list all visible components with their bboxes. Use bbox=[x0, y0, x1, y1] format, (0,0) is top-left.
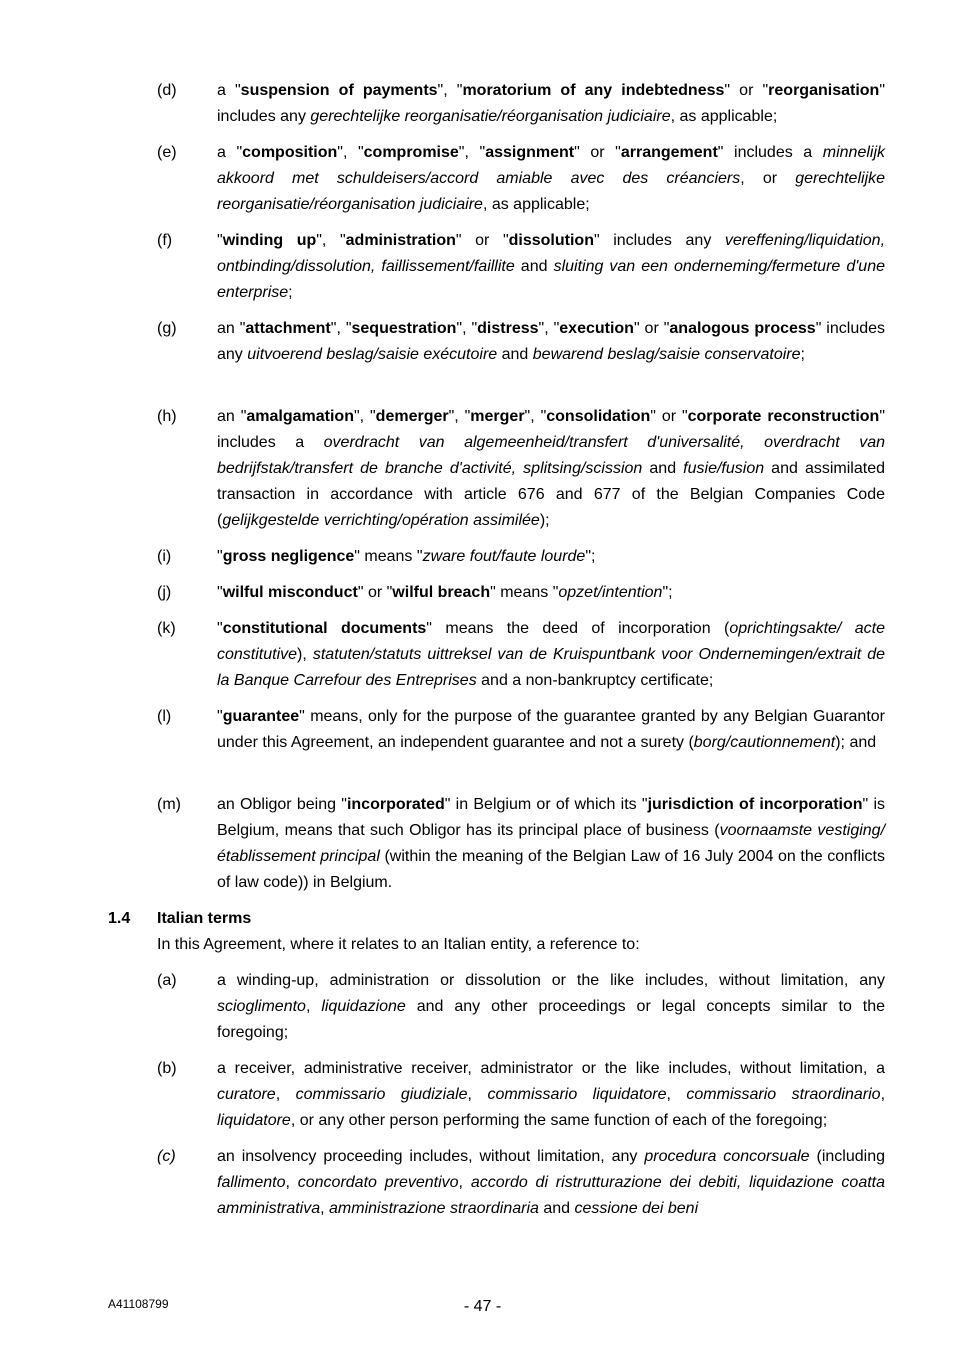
text-run: , bbox=[467, 1086, 488, 1103]
section-intro: In this Agreement, where it relates to an Italian entity, a reference to: bbox=[157, 936, 640, 953]
defined-term: merger bbox=[470, 408, 525, 425]
text-run: ; bbox=[800, 346, 805, 363]
text-run: an " bbox=[217, 408, 247, 425]
text-run: ); and bbox=[835, 734, 877, 751]
foreign-term: voornaamste vestiging/établissement principal bbox=[217, 822, 886, 865]
term-text bbox=[217, 316, 885, 368]
foreign-term: concordato preventivo bbox=[297, 1174, 459, 1191]
defined-term: jurisdiction of incorporation bbox=[647, 796, 863, 813]
foreign-term: fusie/fusion bbox=[683, 460, 765, 477]
term-text bbox=[217, 616, 885, 694]
foreign-term: opzet/intention bbox=[558, 584, 663, 601]
text-run: , bbox=[458, 1174, 471, 1191]
foreign-term: accordo di ristrutturazione dei debiti, liquidazione coatta amministrativa bbox=[217, 1174, 886, 1217]
term-label: (h) bbox=[157, 408, 177, 425]
text-run: and bbox=[538, 1200, 575, 1217]
section-title: Italian terms bbox=[157, 910, 252, 927]
text-run: and bbox=[642, 460, 684, 477]
text-run: ", " bbox=[538, 320, 560, 337]
foreign-term: procedura concorsuale bbox=[644, 1148, 810, 1165]
italian-term-c bbox=[157, 1144, 885, 1222]
foreign-term: vereffening/liquidation, ontbinding/dissolution, faillissement/faillite bbox=[217, 232, 886, 275]
defined-term: distress bbox=[477, 320, 539, 337]
defined-term: execution bbox=[559, 320, 634, 337]
foreign-term: bewarend beslag/saisie conservatoire bbox=[532, 346, 801, 363]
defined-term: gross negligence bbox=[222, 548, 355, 565]
text-run: a " bbox=[217, 144, 243, 161]
text-run: " means, only for the purpose of the guarantee granted by any Belgian Guarantor under this Agreement, an independent guarantee and not a surety ( bbox=[217, 708, 885, 751]
foreign-term: liquidazione bbox=[321, 998, 406, 1015]
foreign-term: amministrazione straordinaria bbox=[329, 1200, 539, 1217]
text-run: " includes any bbox=[217, 82, 885, 125]
foreign-term: zware fout/faute lourde bbox=[422, 548, 586, 565]
foreign-term: commissario straordinario bbox=[686, 1086, 881, 1103]
text-run: , as applicable; bbox=[482, 196, 590, 213]
text-run: " includes any bbox=[593, 232, 725, 249]
defined-term: amalgamation bbox=[246, 408, 354, 425]
text-run: , as applicable; bbox=[670, 108, 778, 125]
belgian-term-k bbox=[157, 616, 885, 694]
belgian-term-d bbox=[157, 78, 885, 130]
section-number: 1.4 bbox=[108, 910, 131, 927]
defined-term: assignment bbox=[485, 144, 575, 161]
text-run: , bbox=[285, 1174, 298, 1191]
italian-term-a bbox=[157, 968, 885, 1046]
text-run: ", " bbox=[458, 144, 486, 161]
term-text bbox=[217, 580, 885, 606]
defined-term: constitutional documents bbox=[222, 620, 427, 637]
belgian-term-g bbox=[157, 316, 885, 368]
term-text bbox=[217, 404, 885, 534]
text-run: a receiver, administrative receiver, administrator or the like includes, without limitation, a bbox=[217, 1060, 885, 1077]
foreign-term: gerechtelijke reorganisatie/réorganisation judiciaire bbox=[310, 108, 671, 125]
defined-term: analogous process bbox=[669, 320, 816, 337]
text-run: a " bbox=[217, 82, 241, 99]
text-run: ), bbox=[297, 646, 313, 663]
text-run: " includes a bbox=[717, 144, 823, 161]
text-run: "; bbox=[662, 584, 673, 601]
text-run: " bbox=[217, 708, 223, 725]
term-label: (j) bbox=[157, 584, 172, 601]
text-run: " bbox=[217, 548, 223, 565]
term-label: (e) bbox=[157, 144, 177, 161]
defined-term: consolidation bbox=[546, 408, 651, 425]
defined-term: incorporated bbox=[346, 796, 445, 813]
belgian-term-f bbox=[157, 228, 885, 306]
document-reference: A41108799 bbox=[108, 1297, 169, 1311]
text-run: and a non-bankruptcy certificate; bbox=[476, 672, 714, 689]
text-run: " or " bbox=[724, 82, 769, 99]
term-label: (g) bbox=[157, 320, 177, 337]
text-run: and bbox=[497, 346, 533, 363]
belgian-term-h bbox=[157, 404, 885, 534]
text-run: ; bbox=[288, 284, 293, 301]
defined-term: compromise bbox=[363, 144, 459, 161]
term-label: (i) bbox=[157, 548, 172, 565]
foreign-term: curatore bbox=[217, 1086, 276, 1103]
text-run: an " bbox=[217, 320, 246, 337]
defined-term: corporate reconstruction bbox=[687, 408, 880, 425]
text-run: " or " bbox=[357, 584, 393, 601]
term-text bbox=[217, 1056, 885, 1134]
term-label: (c) bbox=[157, 1148, 176, 1165]
defined-term: wilful misconduct bbox=[222, 584, 358, 601]
defined-term: reorganisation bbox=[768, 82, 880, 99]
belgian-term-m bbox=[157, 792, 885, 896]
text-run: an Obligor being " bbox=[217, 796, 347, 813]
foreign-term: commissario giudiziale bbox=[295, 1086, 468, 1103]
text-run: a winding-up, administration or dissolution or the like includes, without limitation, any bbox=[217, 972, 885, 989]
text-run: ", " bbox=[448, 408, 471, 425]
text-run: , bbox=[880, 1086, 886, 1103]
text-run: , bbox=[320, 1200, 330, 1217]
text-run: ); bbox=[539, 512, 550, 529]
defined-term: arrangement bbox=[620, 144, 718, 161]
text-run: ", " bbox=[337, 144, 364, 161]
foreign-term: borg/cautionnement bbox=[693, 734, 836, 751]
term-text bbox=[217, 544, 885, 570]
text-run: " bbox=[217, 584, 223, 601]
text-run: " includes a bbox=[217, 408, 886, 451]
text-run: , bbox=[305, 998, 322, 1015]
belgian-term-i bbox=[157, 544, 885, 570]
foreign-term: gelijkgestelde verrichting/opération assimilée bbox=[222, 512, 540, 529]
text-run: " means " bbox=[490, 584, 559, 601]
text-run: ", " bbox=[316, 232, 346, 249]
defined-term: moratorium of any indebtedness bbox=[462, 82, 725, 99]
text-run: and bbox=[514, 258, 554, 275]
foreign-term: overdracht van algemeenheid/transfert d'universalité, overdracht van bedrijfstak/transfert de branche d'activité, splitsing/scission bbox=[217, 434, 885, 477]
foreign-term: scioglimento bbox=[217, 998, 306, 1015]
term-text bbox=[217, 228, 885, 306]
term-label: (a) bbox=[157, 972, 177, 989]
text-run: " is Belgium, means that such Obligor has its principal place of business ( bbox=[217, 796, 885, 839]
term-label: (b) bbox=[157, 1060, 177, 1077]
term-label: (d) bbox=[157, 82, 177, 99]
text-run: " in Belgium or of which its " bbox=[444, 796, 648, 813]
defined-term: dissolution bbox=[508, 232, 594, 249]
term-label: (l) bbox=[157, 708, 172, 725]
belgian-term-l bbox=[157, 704, 885, 756]
text-run: ", " bbox=[456, 320, 478, 337]
text-run: and any other proceedings or legal concepts similar to the foregoing; bbox=[217, 998, 886, 1041]
foreign-term: sluiting van een onderneming/fermeture d'une enterprise bbox=[217, 258, 885, 301]
text-run: ", " bbox=[330, 320, 352, 337]
foreign-term: cessione dei beni bbox=[574, 1200, 699, 1217]
text-run: " includes any bbox=[217, 320, 886, 363]
foreign-term: statuten/statuts uittreksel van de Kruispuntbank voor Ondernemingen/extrait de la Banque Carrefour des Entreprises bbox=[217, 646, 886, 689]
defined-term: guarantee bbox=[222, 708, 300, 725]
text-run: " means the deed of incorporation ( bbox=[426, 620, 730, 637]
defined-term: sequestration bbox=[351, 320, 457, 337]
text-run: ", " bbox=[353, 408, 376, 425]
term-text bbox=[217, 140, 885, 218]
term-label: (f) bbox=[157, 232, 173, 249]
foreign-term: fallimento bbox=[217, 1174, 286, 1191]
defined-term: demerger bbox=[375, 408, 449, 425]
text-run: an insolvency proceeding includes, without limitation, any bbox=[217, 1148, 645, 1165]
text-run: " bbox=[217, 232, 223, 249]
text-run: " or " bbox=[455, 232, 509, 249]
belgian-term-e bbox=[157, 140, 885, 218]
text-run: ", " bbox=[437, 82, 463, 99]
text-run: (within the meaning of the Belgian Law of 16 July 2004 on the conflicts of law code)) in Belgium. bbox=[217, 848, 886, 891]
defined-term: administration bbox=[345, 232, 456, 249]
text-run: and assimilated transaction in accordance with article 676 and 677 of the Belgian Companies Code ( bbox=[217, 460, 885, 529]
text-run: " means " bbox=[354, 548, 423, 565]
foreign-term: gerechtelijke reorganisatie/réorganisation judiciaire bbox=[217, 170, 886, 213]
text-run: , or any other person performing the same function of each of the foregoing; bbox=[290, 1112, 828, 1129]
text-run: " or " bbox=[650, 408, 688, 425]
text-run: ", " bbox=[524, 408, 547, 425]
text-run: (including bbox=[809, 1148, 885, 1165]
defined-term: winding up bbox=[222, 232, 317, 249]
defined-term: suspension of payments bbox=[240, 82, 438, 99]
text-run: "; bbox=[585, 548, 596, 565]
term-text bbox=[217, 1144, 885, 1222]
term-text bbox=[217, 792, 885, 896]
text-run: " or " bbox=[574, 144, 621, 161]
foreign-term: commissario liquidatore bbox=[487, 1086, 667, 1103]
foreign-term: liquidatore bbox=[217, 1112, 291, 1129]
defined-term: wilful breach bbox=[392, 584, 491, 601]
page-number: - 47 - bbox=[463, 1298, 502, 1315]
belgian-term-j bbox=[157, 580, 885, 606]
foreign-term: minnelijk akkoord met schuldeisers/accord amiable avec des créanciers bbox=[217, 144, 886, 187]
text-run: , bbox=[666, 1086, 687, 1103]
text-run: " or " bbox=[633, 320, 670, 337]
term-label: (m) bbox=[157, 796, 181, 813]
term-text bbox=[217, 704, 885, 756]
term-text bbox=[217, 968, 885, 1046]
text-run: , bbox=[275, 1086, 296, 1103]
term-text bbox=[217, 78, 885, 130]
text-run: " bbox=[217, 620, 223, 637]
text-run: , or bbox=[740, 170, 796, 187]
foreign-term: oprichtingsakte/ acte constitutive bbox=[217, 620, 885, 663]
foreign-term: uitvoerend beslag/saisie exécutoire bbox=[247, 346, 498, 363]
defined-term: composition bbox=[242, 144, 338, 161]
term-label: (k) bbox=[157, 620, 176, 637]
defined-term: attachment bbox=[245, 320, 331, 337]
italian-term-b bbox=[157, 1056, 885, 1134]
